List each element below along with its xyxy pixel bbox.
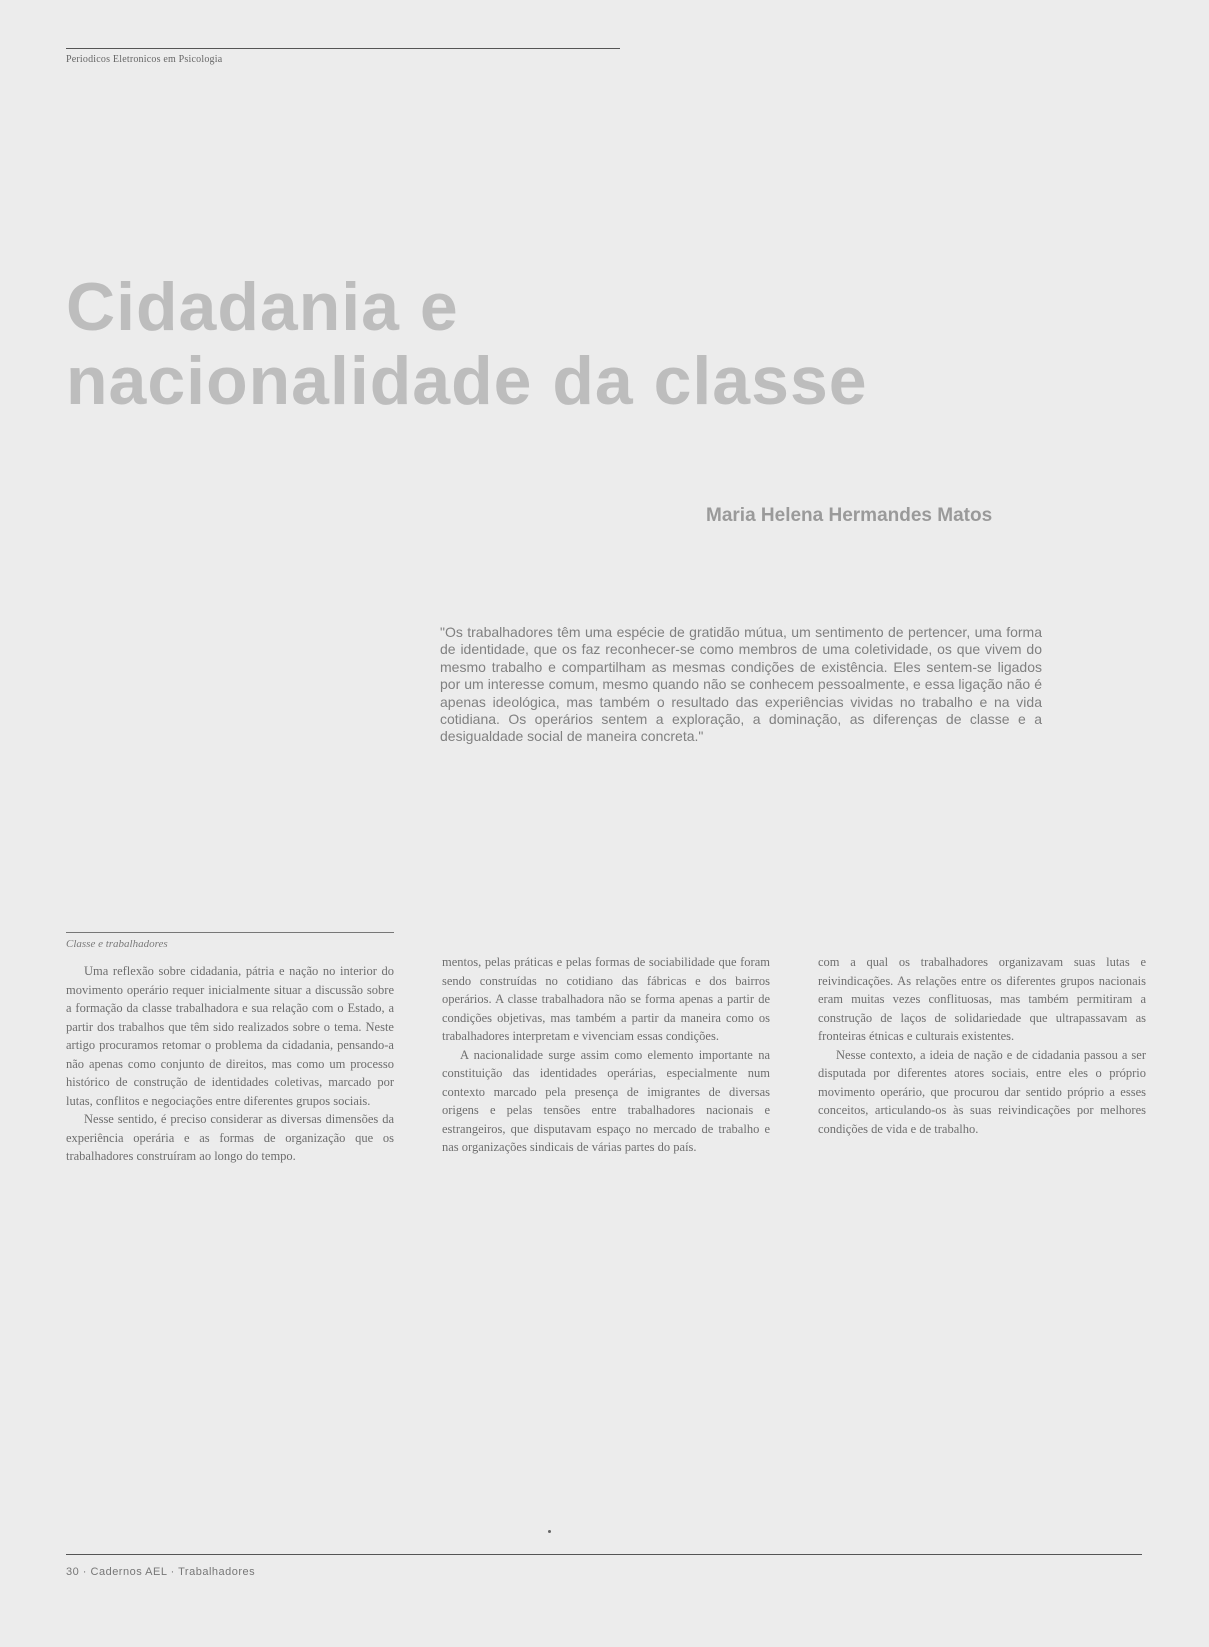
footer-rule [66,1554,1142,1555]
section-rule [66,932,394,933]
running-footer: 30 · Cadernos AEL · Trabalhadores [66,1566,256,1578]
text-column-3 [818,953,1146,1138]
running-header: Periodicos Eletronicos em Psicologia [66,54,223,65]
header-rule [66,48,620,49]
paragraph: mentos, pelas práticas e pelas formas de sociabilidade que foram sendo construídas no cotidiano das fábricas e dos bairros operários. A classe trabalhadora não se forma apenas a partir de condições objetivas, mas também a partir da maneira como os trabalhadores interpretam e vivenciam essas condições. [442,955,770,1043]
author-name: Maria Helena Hermandes Matos [706,505,993,526]
paragraph: com a qual os trabalhadores organizavam suas lutas e reivindicações. As relações entre os diferentes grupos nacionais eram muitas vezes conflituosas, mas também permitiram a construção de laços de solidariedade que ultrapassavam as fronteiras étnicas e culturais existentes. [818,955,1146,1043]
paragraph: Uma reflexão sobre cidadania, pátria e nação no interior do movimento operário requer inicialmente situar a discussão sobre a formação da classe trabalhadora e sua relação com o Estado, a partir dos trabalhos que têm sido realizados sobre o tema. Neste artigo procuramos retomar o problema da cidadania, pensando-a não apenas como conjunto de direitos, mas como um processo histórico de construção de identidades coletivas, marcado por lutas, conflitos e negociações entre diferentes grupos sociais. [66,964,394,1108]
title-line-1: Cidadania e [66,269,459,345]
epigraph-quote: "Os trabalhadores têm uma espécie de gratidão mútua, um sentimento de pertencer, uma forma de identidade, que os faz reconhecer-se como membros de uma coletividade, os que vivem do mesmo trabalho e compartilham as mesmas condições de existência. Eles sentem-se ligados por um interesse comum, mesmo quando não se conhecem pessoalmente, e essa ligação não é apenas ideológica, mas também o resultado das experiências vividas no trabalho e na vida cotidiana. Os operários sentem a exploração, a dominação, as diferenças de classe e a desigualdade social de maneira concreta." [440,624,1042,745]
text-column-2 [442,953,770,1157]
title-line-2: nacionalidade da classe [66,343,868,419]
article-title [66,270,1066,418]
paragraph: A nacionalidade surge assim como elemento importante na constituição das identidades operárias, especialmente num contexto marcado pela presença de imigrantes de diversas origens e pelas tensões entre trabalhadores nacionais e estrangeiros, que disputavam espaço no mercado de trabalho e nas organizações sindicais de várias partes do país. [442,1047,770,1154]
paragraph: Nesse contexto, a ideia de nação e de cidadania passou a ser disputada por diferentes atores sociais, entre eles o próprio movimento operário, que procurou dar sentido próprio a esses conceitos, articulando-os às suas reivindicações por melhores condições de vida e de trabalho. [818,1047,1146,1136]
section-heading: Classe e trabalhadores [66,938,168,950]
text-column-1 [66,962,394,1166]
paragraph: Nesse sentido, é preciso considerar as diversas dimensões da experiência operária e as formas de organização que os trabalhadores construíram ao longo do tempo. [66,1112,394,1163]
page-mark [548,1530,551,1533]
